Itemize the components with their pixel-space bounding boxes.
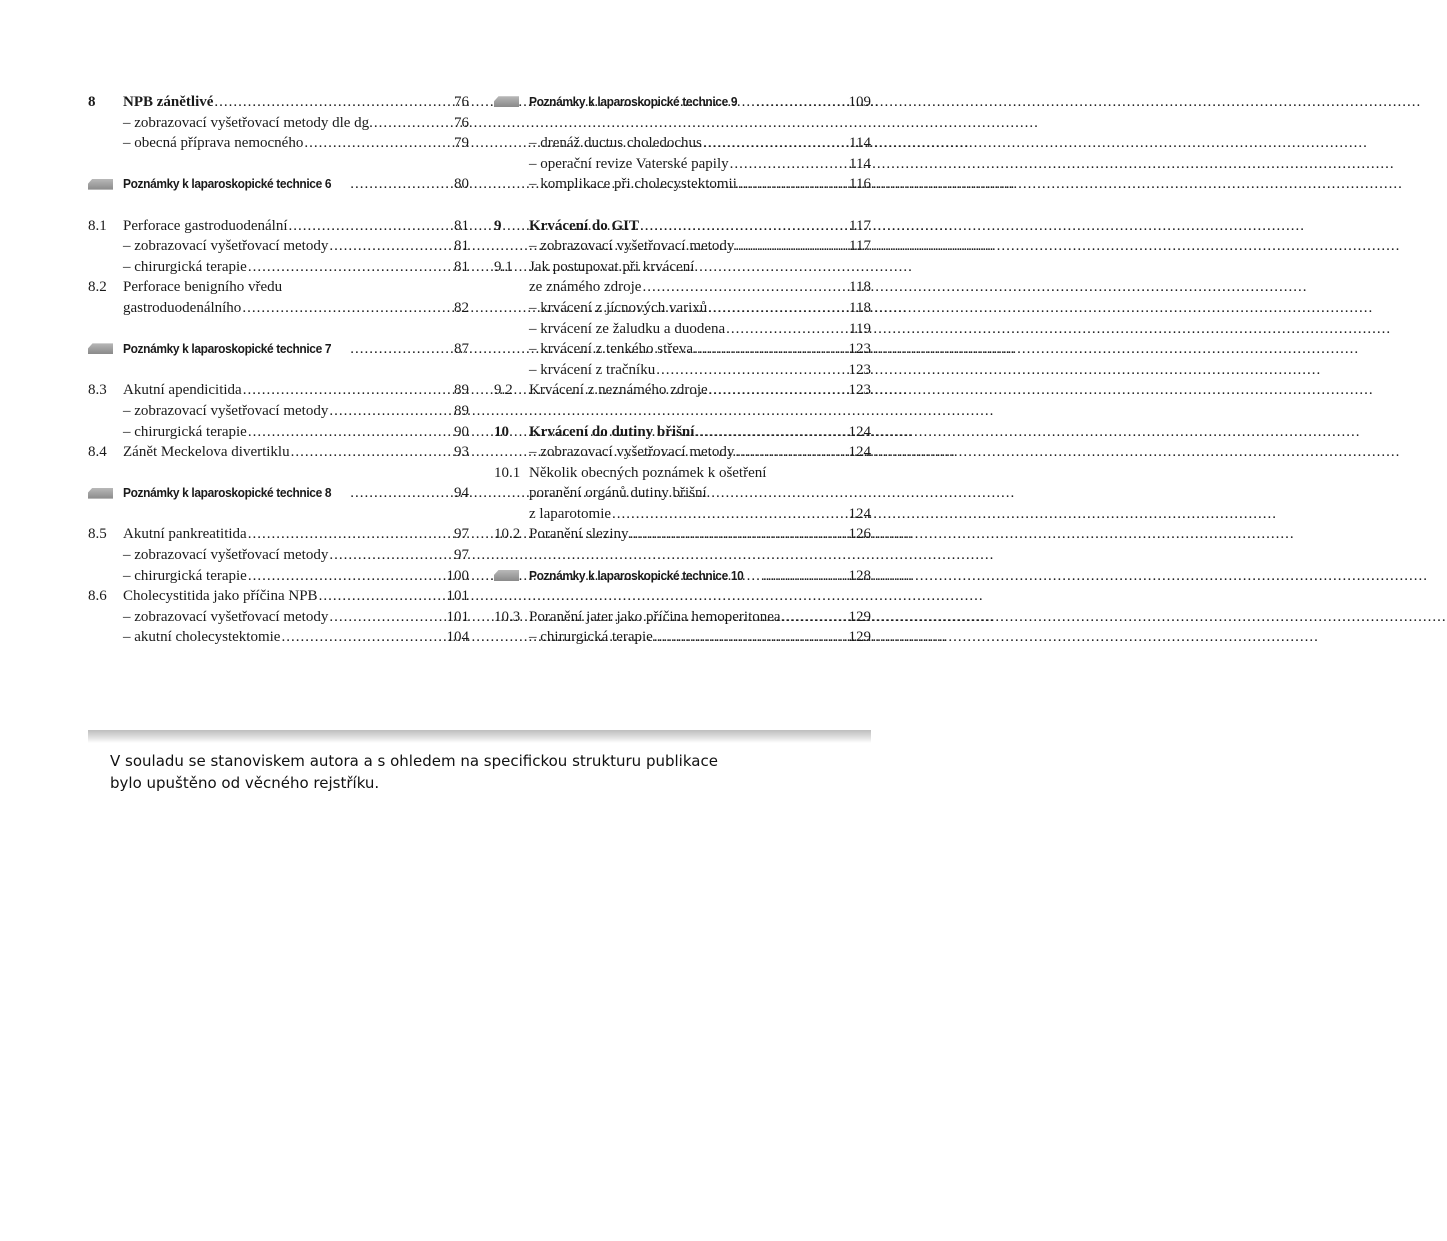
toc-leader-dots bbox=[319, 586, 439, 607]
toc-entry-number: 8.3 bbox=[88, 382, 107, 399]
toc-leader-dots bbox=[695, 422, 841, 443]
toc-column-right bbox=[494, 92, 871, 648]
toc-leader-dots bbox=[329, 545, 439, 566]
notice-line-1: V souladu se stanoviskem autora a s ohledem na specifickou strukturu publikace bbox=[110, 752, 718, 770]
toc-entry-title: Akutní pankreatitida bbox=[123, 526, 247, 543]
toc-page-number: 109 bbox=[848, 94, 871, 110]
toc-entry-title: – krvácení z jícnových varixů bbox=[529, 299, 708, 316]
toc-entry-title: Krvácení do GIT bbox=[529, 217, 640, 234]
toc-entry-title: Akutní apendicitida bbox=[123, 382, 242, 399]
toc-entry-title: – zobrazovací vyšetřovací metody bbox=[123, 608, 329, 625]
toc-entry-number: 8.6 bbox=[88, 588, 107, 605]
toc-leader-dots bbox=[374, 113, 439, 134]
toc-entry-title: – chirurgická terapie bbox=[123, 423, 247, 440]
toc-entry-title: Zánět Meckelova divertiklu bbox=[123, 444, 290, 461]
toc-entry bbox=[494, 483, 871, 504]
toc-leader-dots bbox=[243, 380, 439, 401]
toc-entry-title: poranění orgánů dutiny břišní bbox=[529, 485, 707, 502]
toc-page-number: 124 bbox=[848, 505, 871, 522]
toc-page-number: 81 bbox=[454, 217, 469, 234]
toc-entry bbox=[494, 422, 871, 443]
toc-entry-title: – operační revize Vaterské papily bbox=[529, 155, 729, 172]
toc-entry-title: – krvácení z tračníku bbox=[529, 361, 656, 378]
toc-entry-title: Krvácení do dutiny břišní bbox=[529, 423, 695, 440]
toc-entry-number: 8.1 bbox=[88, 217, 107, 234]
toc-page-number: 118 bbox=[849, 299, 871, 316]
toc-entry bbox=[494, 442, 871, 463]
toc-entry-number: 10 bbox=[494, 423, 509, 440]
camera-strip-icon bbox=[494, 96, 529, 108]
toc-entry-title: Perforace gastroduodenální bbox=[123, 217, 288, 234]
toc-entry-number: 9.1 bbox=[494, 258, 513, 275]
toc-entry-title: Perforace benigního vředu bbox=[123, 279, 283, 296]
toc-entry-number: 8 bbox=[88, 94, 96, 110]
toc-entry bbox=[88, 422, 469, 443]
toc-leader-dots bbox=[630, 524, 841, 545]
toc-entry-title: – drenáž ductus choledochus bbox=[529, 135, 702, 152]
toc-entry-title: – chirurgická terapie bbox=[529, 629, 653, 646]
toc-entry bbox=[88, 586, 469, 607]
toc-page-number: 90 bbox=[454, 423, 469, 440]
toc-page-number: 128 bbox=[848, 567, 871, 584]
toc-entry bbox=[494, 607, 871, 628]
toc-column-left bbox=[88, 92, 469, 648]
toc-entry-title: – zobrazovací vyšetřovací metody bbox=[529, 238, 735, 255]
toc-entry bbox=[88, 442, 469, 463]
toc-entry bbox=[88, 216, 469, 237]
toc-entry-title: Poranění jater jako příčina hemoperitonea bbox=[529, 608, 781, 625]
toc-page-number: 124 bbox=[848, 423, 871, 440]
toc-page-number: 117 bbox=[849, 217, 871, 234]
toc-entry bbox=[88, 113, 469, 134]
toc-entry bbox=[494, 133, 871, 154]
toc-leader-dots bbox=[735, 442, 841, 463]
toc-page-number: 114 bbox=[849, 155, 871, 172]
toc-leader-dots bbox=[730, 154, 841, 175]
toc-entry-title: – zobrazovací vyšetřovací metody bbox=[123, 547, 329, 564]
toc-page-number: 94 bbox=[454, 485, 469, 502]
toc-leader-dots bbox=[726, 319, 841, 340]
toc-entry-number: 8.5 bbox=[88, 526, 107, 543]
toc-leader-dots bbox=[782, 607, 841, 628]
toc-entry-title: NPB zánětlivé bbox=[123, 94, 214, 110]
toc-entry-number: 10.1 bbox=[494, 464, 521, 481]
toc-page-number: 123 bbox=[848, 361, 871, 378]
toc-leader-dots bbox=[289, 216, 439, 237]
toc-entry-title: – zobrazovací vyšetřovací metody bbox=[123, 238, 329, 255]
toc-page-number: 124 bbox=[848, 444, 871, 461]
toc-entry-title: – chirurgická terapie bbox=[123, 567, 247, 584]
toc-page-number: 97 bbox=[454, 547, 469, 564]
toc-entry-number: 9 bbox=[494, 217, 502, 234]
toc-leader-dots bbox=[248, 257, 439, 278]
toc-entry bbox=[88, 380, 469, 401]
toc-leader-dots bbox=[703, 133, 841, 154]
toc-leader-dots bbox=[640, 216, 841, 237]
toc-entry-title: Krvácení z neznámého zdroje bbox=[529, 382, 708, 399]
notice-line-2: bylo upuštěno od věcného rejstříku. bbox=[110, 774, 380, 792]
toc-leader-dots bbox=[763, 566, 841, 587]
toc-note-entry bbox=[494, 92, 871, 113]
toc-entry-title: Několik obecných poznámek k ošetření bbox=[529, 464, 767, 481]
toc-entry-title: – akutní cholecystektomie bbox=[123, 629, 281, 646]
toc-page-number: 89 bbox=[454, 402, 469, 419]
toc-page-number: 87 bbox=[454, 341, 469, 358]
toc-entry bbox=[494, 504, 871, 525]
toc-leader-dots bbox=[612, 504, 841, 525]
toc-note-entry bbox=[88, 483, 469, 504]
toc-page-number: 123 bbox=[848, 382, 871, 399]
toc-entry bbox=[494, 360, 871, 381]
toc-entry bbox=[494, 154, 871, 175]
toc-page-number: 126 bbox=[848, 526, 871, 543]
toc-entry-title: Poranění sleziny bbox=[529, 526, 629, 543]
toc-page-number: 104 bbox=[446, 629, 469, 646]
toc-entry-title: – krvácení z tenkého střeva bbox=[529, 341, 694, 358]
toc-page-number: 101 bbox=[446, 588, 469, 605]
toc-entry bbox=[88, 236, 469, 257]
toc-entry-number: 9.2 bbox=[494, 382, 513, 399]
toc-leader-dots bbox=[329, 401, 439, 422]
toc-entry bbox=[494, 524, 871, 545]
toc-entry-title: ze známého zdroje bbox=[529, 279, 642, 296]
camera-strip-icon bbox=[494, 570, 529, 582]
toc-entry bbox=[88, 545, 469, 566]
toc-entry bbox=[88, 607, 469, 628]
toc-leader-dots bbox=[248, 524, 439, 545]
toc-page-number: 80 bbox=[454, 176, 469, 193]
toc-entry bbox=[494, 236, 871, 257]
toc-entry-number: 8.2 bbox=[88, 279, 107, 296]
toc-entry-title: Cholecystitida jako příčina NPB bbox=[123, 588, 318, 605]
toc-page-number: 79 bbox=[454, 135, 469, 152]
toc-page-number: 123 bbox=[848, 341, 871, 358]
toc-leader-dots bbox=[329, 607, 439, 628]
toc-note-entry bbox=[88, 339, 469, 360]
toc-entry-title: – zobrazovací vyšetřovací metody dle dg. bbox=[123, 114, 373, 131]
toc-leader-dots bbox=[654, 627, 841, 648]
toc-entry bbox=[88, 277, 469, 298]
toc-leader-dots bbox=[214, 92, 439, 113]
toc-entry bbox=[494, 216, 871, 237]
toc-leader-dots bbox=[656, 360, 841, 381]
toc-leader-dots bbox=[242, 298, 439, 319]
section-divider bbox=[88, 730, 871, 743]
toc-page-number: 81 bbox=[454, 238, 469, 255]
toc-leader-dots bbox=[708, 298, 841, 319]
toc-entry-title: – komplikace při cholecystektomii bbox=[529, 176, 737, 193]
toc-page-number: 93 bbox=[454, 444, 469, 461]
toc-entry-title: Poznámky k laparoskopické technice 7 bbox=[123, 341, 332, 357]
toc-page-number: 101 bbox=[446, 608, 469, 625]
toc-entry-title: Jak postupovat při krvácení bbox=[529, 258, 695, 275]
toc-entry bbox=[494, 339, 871, 360]
toc-entry bbox=[88, 92, 469, 113]
toc-leader-dots bbox=[248, 422, 439, 443]
toc-leader-dots bbox=[735, 236, 841, 257]
toc-entry-title: Poznámky k laparoskopické technice 10 bbox=[529, 567, 744, 583]
toc-leader-dots bbox=[642, 277, 841, 298]
toc-entry-title: – zobrazovací vyšetřovací metody bbox=[529, 444, 735, 461]
toc-entry-number: 8.4 bbox=[88, 444, 107, 461]
toc-entry bbox=[88, 401, 469, 422]
toc-page-number: 76 bbox=[454, 114, 469, 131]
toc-entry-number: 10.2 bbox=[494, 526, 521, 543]
toc-entry-title: gastroduodenálního bbox=[123, 299, 242, 316]
toc-entry bbox=[494, 277, 871, 298]
toc-entry bbox=[88, 566, 469, 587]
toc-leader-dots bbox=[248, 566, 439, 587]
toc-leader-dots bbox=[350, 339, 439, 360]
toc-entry bbox=[494, 257, 871, 278]
toc-page-number: 129 bbox=[848, 608, 871, 625]
toc-leader-dots bbox=[291, 442, 439, 463]
toc-page-number: 89 bbox=[454, 382, 469, 399]
toc-page-number: 114 bbox=[849, 135, 871, 152]
toc-entry-title: – krvácení ze žaludku a duodena bbox=[529, 320, 726, 337]
toc-page-number: 100 bbox=[446, 567, 469, 584]
toc-page-number: 116 bbox=[849, 176, 871, 193]
toc-leader-dots bbox=[304, 133, 439, 154]
toc-entry-number: 10.3 bbox=[494, 608, 521, 625]
toc-entry bbox=[494, 174, 871, 195]
toc-page-number: 129 bbox=[848, 629, 871, 646]
toc-leader-dots bbox=[709, 380, 841, 401]
toc-entry-title: Poznámky k laparoskopické technice 6 bbox=[123, 176, 332, 192]
notice-text bbox=[110, 750, 830, 794]
camera-strip-icon bbox=[88, 179, 123, 191]
toc-leader-dots bbox=[738, 174, 841, 195]
toc-entry bbox=[88, 298, 469, 319]
toc-entry bbox=[88, 524, 469, 545]
camera-strip-icon bbox=[88, 343, 123, 355]
toc-page-number: 117 bbox=[849, 238, 871, 255]
toc-note-entry bbox=[494, 566, 871, 587]
toc-leader-dots bbox=[694, 339, 841, 360]
camera-strip-icon bbox=[88, 488, 123, 500]
toc-page-number: 118 bbox=[849, 279, 871, 296]
toc-entry bbox=[88, 133, 469, 154]
toc-entry bbox=[494, 627, 871, 648]
toc-entry bbox=[494, 319, 871, 340]
toc-leader-dots bbox=[329, 236, 439, 257]
toc-leader-dots bbox=[281, 627, 439, 648]
toc-entry bbox=[494, 463, 871, 484]
toc-page-number: 97 bbox=[454, 526, 469, 543]
toc-page-number: 82 bbox=[454, 299, 469, 316]
toc-entry bbox=[494, 380, 871, 401]
toc-page-number: 119 bbox=[849, 320, 871, 337]
toc-leader-dots bbox=[756, 92, 841, 113]
toc-entry-title: Poznámky k laparoskopické technice 9 bbox=[529, 94, 738, 109]
toc-entry bbox=[494, 298, 871, 319]
toc-entry-title: – chirurgická terapie bbox=[123, 258, 247, 275]
toc-entry-title: – zobrazovací vyšetřovací metody bbox=[123, 402, 329, 419]
toc-leader-dots bbox=[350, 174, 439, 195]
toc-note-entry bbox=[88, 174, 469, 195]
toc-entry-title: Poznámky k laparoskopické technice 8 bbox=[123, 485, 332, 501]
toc-entry bbox=[88, 627, 469, 648]
toc-entry-title: – obecná příprava nemocného bbox=[123, 135, 304, 152]
toc-entry bbox=[88, 257, 469, 278]
toc-entry-title: z laparotomie bbox=[529, 505, 612, 522]
toc-page-number: 76 bbox=[454, 94, 469, 110]
toc-leader-dots bbox=[350, 483, 439, 504]
toc-page-number: 81 bbox=[454, 258, 469, 275]
